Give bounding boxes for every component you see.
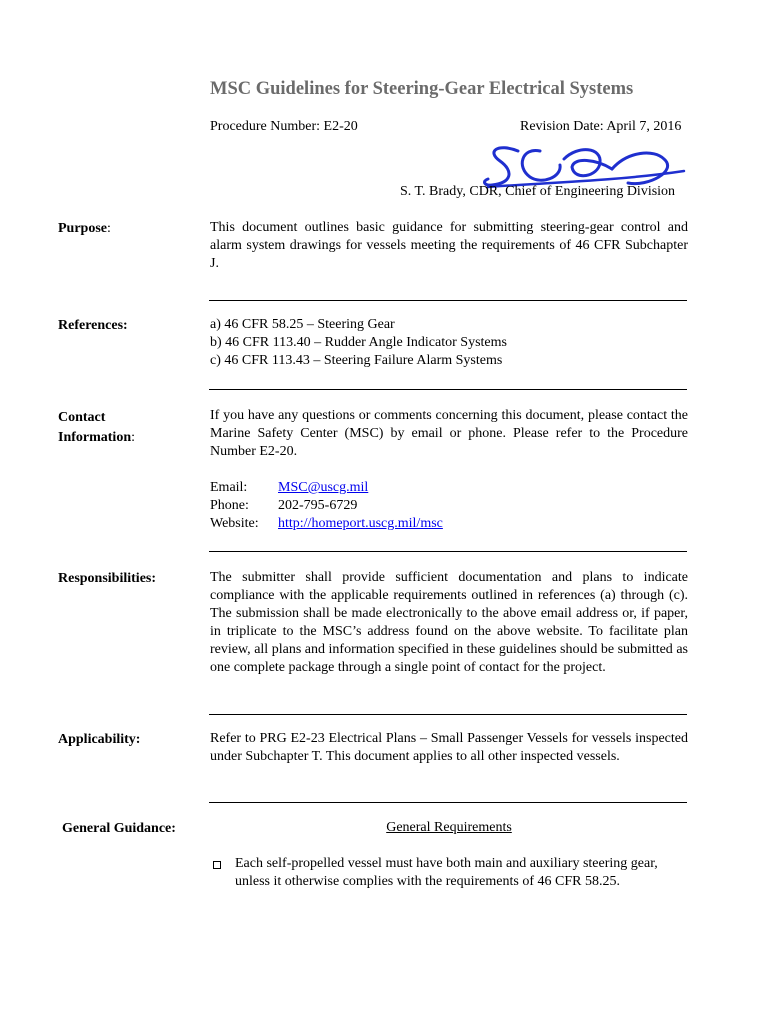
contact-text: If you have any questions or comments concerning this document, please contact the Marine Safety Center (MSC) by email or phone. Please refer to the Procedure Number E2-20. xyxy=(210,408,688,459)
reference-item: c) 46 CFR 113.43 – Steering Failure Alarm Systems xyxy=(210,353,503,368)
section-divider xyxy=(209,300,687,301)
list-item xyxy=(210,855,688,891)
responsibilities-label: Responsibilities: xyxy=(58,571,157,586)
website-label: Website: xyxy=(210,516,259,531)
requirements-list xyxy=(210,855,688,891)
reference-item: b) 46 CFR 113.40 – Rudder Angle Indicator Systems xyxy=(210,335,507,350)
responsibilities-text: The submitter shall provide sufficient documentation and plans to indicate compliance with the applicable requirements outlined in references (a) through (c). The submission shall be made electronically to the above email address or, if paper, in triplicate to the MSC’s address found on the above website. To facilitate plan review, all plans and information specified in these guidelines should be submitted as one complete package through a single point of contact for the project. xyxy=(210,570,688,675)
section-divider xyxy=(209,389,687,390)
contact-label: Contact Information: xyxy=(58,410,136,445)
phone-row xyxy=(210,497,688,515)
general-requirements-heading: General Requirements xyxy=(386,820,512,835)
website-row xyxy=(210,515,688,533)
references-label: References: xyxy=(58,318,128,333)
website-link[interactable]: http://homeport.uscg.mil/msc xyxy=(278,516,443,531)
applicability-label: Applicability: xyxy=(58,732,141,747)
contact-details xyxy=(210,479,688,533)
revision-date: Revision Date: April 7, 2016 xyxy=(520,119,682,134)
email-link[interactable]: MSC@uscg.mil xyxy=(278,480,369,495)
purpose-text: This document outlines basic guidance for submitting steering-gear control and alarm system drawings for vessels meeting the requirements of 46 CFR Subchapter J. xyxy=(210,220,688,271)
document-title: MSC Guidelines for Steering-Gear Electrical Systems xyxy=(210,79,634,99)
section-divider xyxy=(209,714,687,715)
section-divider xyxy=(209,551,687,552)
square-bullet-icon xyxy=(213,861,221,869)
reference-item: a) 46 CFR 58.25 – Steering Gear xyxy=(210,317,395,332)
phone-label: Phone: xyxy=(210,498,249,513)
phone-number: 202-795-6729 xyxy=(278,498,358,513)
signatory-line: S. T. Brady, CDR, Chief of Engineering Division xyxy=(400,184,676,199)
list-item-text: Each self-propelled vessel must have both main and auxiliary steering gear, unless it otherwise complies with the requirements of 46 CFR 58.25. xyxy=(235,856,658,889)
section-divider xyxy=(209,802,687,803)
email-row xyxy=(210,479,688,497)
purpose-label: Purpose: xyxy=(58,221,111,236)
email-label: Email: xyxy=(210,480,248,495)
references-list xyxy=(210,316,688,370)
procedure-number: Procedure Number: E2-20 xyxy=(210,119,358,134)
general-guidance-label: General Guidance: xyxy=(62,821,176,836)
applicability-text: Refer to PRG E2-23 Electrical Plans – Small Passenger Vessels for vessels inspected under Subchapter T. This document applies to all other inspected vessels. xyxy=(210,731,688,764)
